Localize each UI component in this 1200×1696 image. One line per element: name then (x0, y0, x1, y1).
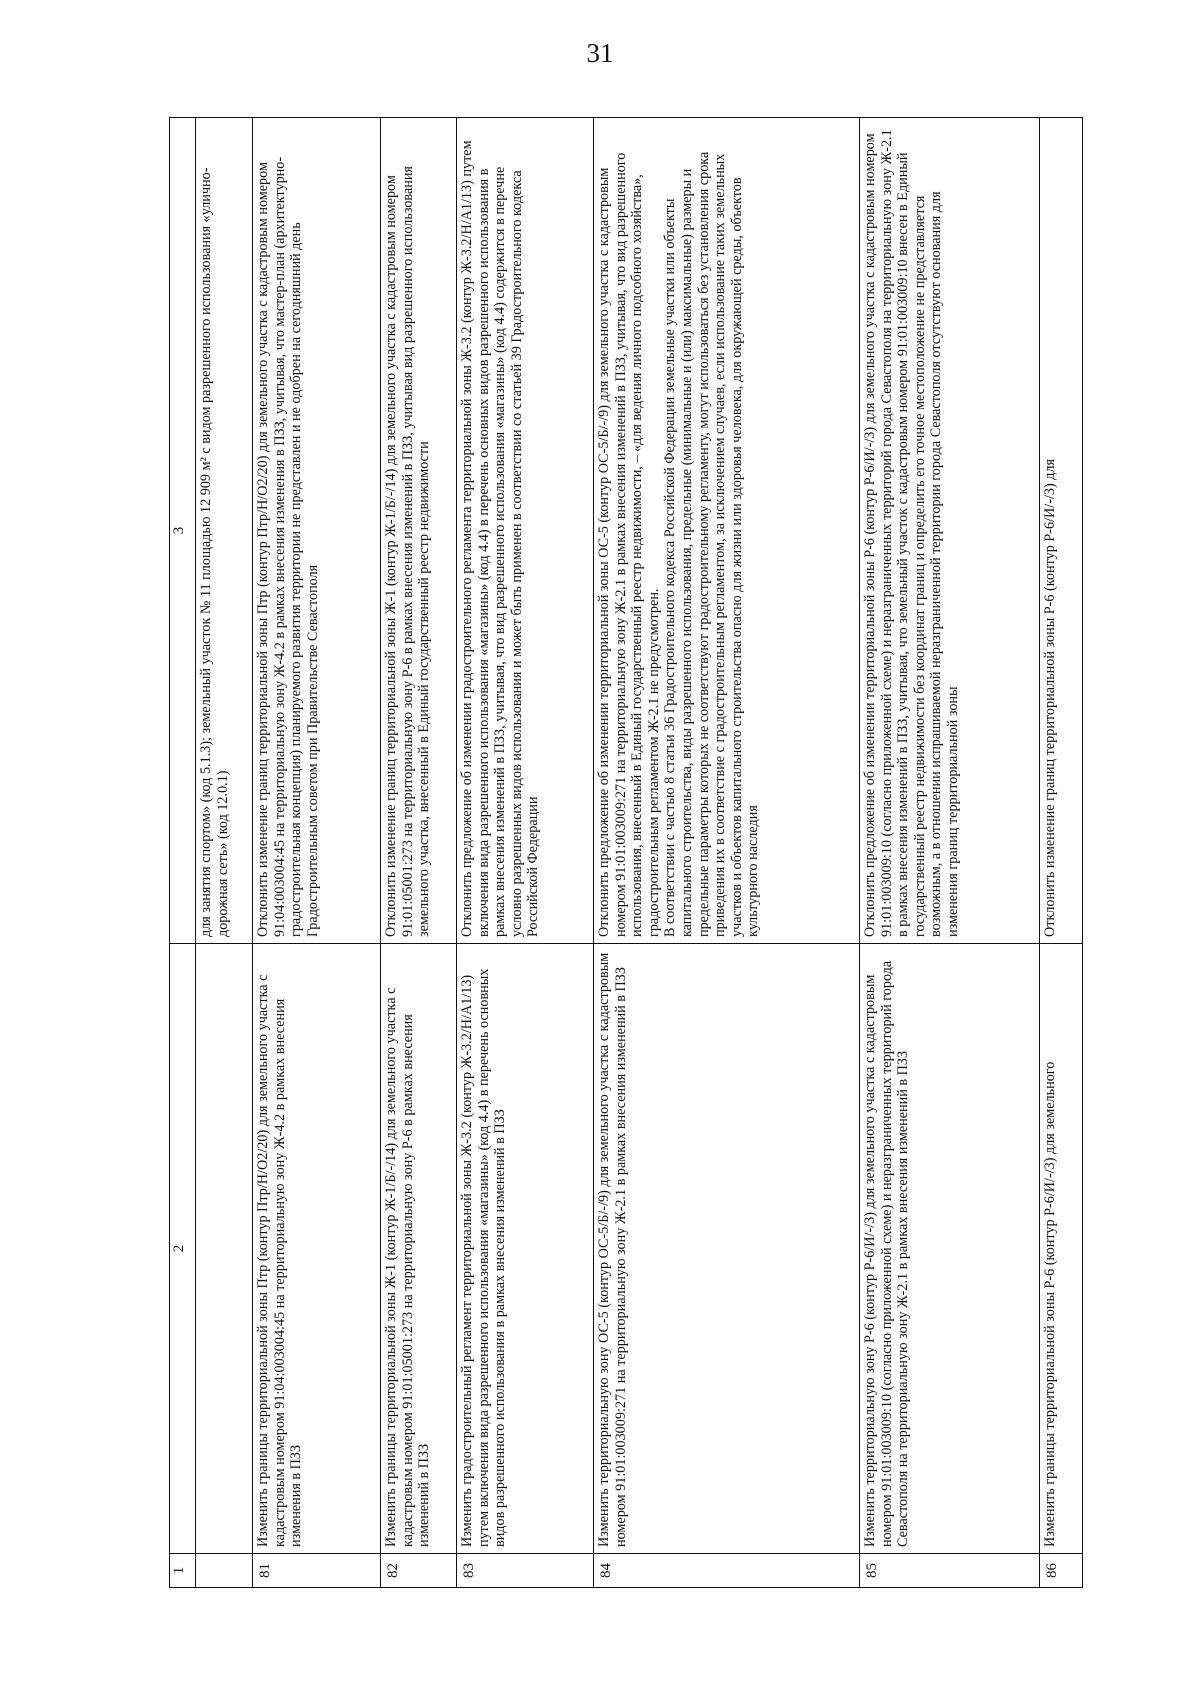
decision-cell: Отклонить изменение границ территориальной зоны Р-6 (контур Р-6/И/-/3) для (1040, 118, 1083, 944)
row-number: 85 (860, 1554, 1040, 1588)
row-number: 86 (1040, 1554, 1083, 1588)
row-number: 81 (253, 1554, 381, 1588)
header-row (170, 118, 196, 1588)
decision-cell: Отклонить предложение об изменении территориальной зоны Р-6 (контур Р-6/И/-/3) для земельного участка с кадастровым номером 91:01:003009:10 (согласно приложенной схеме) и неразграниченных территорий города Севастополя на территориальную зону Ж-2.1 в рамках внесения изменений в ПЗЗ, учитывая, что земельный участок с кадастровым номером 91:01:003009:10 внесен в Единый государственный реестр недвижимости без координат границ и определить его точное местоположение не представляется возможным, а в отношении испрашиваемой неразграниченной территории города Севастополя отсутствуют основания для изменения границ территориальной зоны (860, 118, 1040, 944)
row-number: 84 (594, 1554, 860, 1588)
table-row (594, 118, 860, 1588)
proposal-cell: Изменить границы территориальной зоны Р-6 (контур Р-6/И/-/3) для земельного (1040, 944, 1083, 1554)
column-header-1: 1 (170, 1554, 196, 1588)
decision-paragraph: В соответствии с частью 8 статьи 36 Градостроительного кодекса Российской Федерации земельные участки или объекты капитального строительства, виды разрешенного использования, предельные (минимальные и (или) максимальные) размеры и предельные параметры которых не соответствуют градостроительному регламенту, могут использоваться без установления срока приведения их в соответствие с градостроительным регламентом, за исключением случаев, если использование таких земельных участков и объектов капитального строительства опасно для жизни или здоровья человека, для окружающей среды, объектов культурного наследия (662, 151, 762, 937)
decision-cell: Отклонить изменение границ территориальной зоны Птр (контур Птр/Н/О2/20) для земельного участка с кадастровым номером 91:04:003004:45 на территориальную зону Ж-4.2 в рамках внесения изменения в ПЗЗ, учитывая, что мастер-план (архитектурно-градостроительная концепция) планируемого развития территории не представлен и не одобрен на сегодняшний день Градостроительным советом при Правительстве Севастополя (253, 118, 381, 944)
table-row (381, 118, 457, 1588)
decision-cell (594, 118, 860, 944)
column-header-3: 3 (170, 118, 196, 944)
page-number: 31 (586, 38, 614, 68)
continuation-proposal-cell (196, 944, 253, 1554)
rotated-table-container (169, 117, 1083, 1588)
row-number: 82 (381, 1554, 457, 1588)
row-number: 83 (457, 1554, 594, 1588)
table-row (457, 118, 594, 1588)
table-row (253, 118, 381, 1588)
decision-paragraph: Отклонить предложение об изменении территориальной зоны ОС-5 (контур ОС-5/Б/-/9) для земельного участка с кадастровым номером 91:01:003009:271 на территориальную зону Ж-2.1 в рамках внесения изменений в ПЗЗ, учитывая, что вид разрешенного использования, внесенный в Единый государственный реестр недвижимости, – «для ведения личного подсобного хозяйства», градостроительным регламентом Ж-2.1 не предусмотрен. (596, 152, 662, 937)
continuation-row (196, 118, 253, 1588)
column-header-2: 2 (170, 944, 196, 1554)
continuation-num-cell (196, 1554, 253, 1588)
proposal-cell: Изменить территориальную зону ОС-5 (контур ОС-5/Б/-/9) для земельного участка с кадастровым номером 91:01:003009:271 на территориальную зону Ж-2.1 в рамках внесения изменений в ПЗЗ (594, 944, 860, 1554)
proposal-cell: Изменить градостроительный регламент территориальной зоны Ж-3.2 (контур Ж-3.2/Н/А1/13) путем включения вида разрешенного использования «магазины» (код 4.4) в перечень основных видов разрешенного использования в рамках внесения изменений в ПЗЗ (457, 944, 594, 1554)
table-row (860, 118, 1040, 1588)
decision-cell: Отклонить предложение об изменении градостроительного регламента территориальной зоны Ж-3.2 (контур Ж-3.2/Н/А1/13) путем включения вида разрешенного использования «магазины» (код 4.4) в перечень основных видов разрешенного использования в рамках внесения изменений в ПЗЗ, учитывая, что вид разрешенного использования «магазины» (код 4.4) содержится в перечне условно разрешенных видов использования и может быть применен в соответствии со статьей 39 Градостроительного кодекса Российской Федерации (457, 118, 594, 944)
proposal-cell: Изменить границы территориальной зоны Птр (контур Птр/Н/О2/20) для земельного участка с кадастровым номером 91:04:003004:45 на территориальную зону Ж-4.2 в рамках внесения изменения в ПЗЗ (253, 944, 381, 1554)
continuation-decision-cell: для занятия спортом» (код 5.1.3); земельный участок № 11 площадью 12 909 м² с видом разрешенного использования «улично-дорожная сеть» (код 12.0.1) (196, 118, 253, 944)
decision-cell: Отклонить изменение границ территориальной зоны Ж-1 (контур Ж-1/Б/-/14) для земельного участка с кадастровым номером 91:01:05001:273 на территориальную зону Р-6 в рамках внесения изменений в ПЗЗ, учитывая вид разрешенного использования земельного участка, внесенный в Единый государственный реестр недвижимости (381, 118, 457, 944)
proposal-cell: Изменить границы территориальной зоны Ж-1 (контур Ж-1/Б/-/14) для земельного участка с кадастровым номером 91:01:05001:273 на территориальную зону Р-6 в рамках внесения изменений в ПЗЗ (381, 944, 457, 1554)
proposal-cell: Изменить территориальную зону Р-6 (контур Р-6/И/-/3) для земельного участка с кадастровым номером 91:01:003009:10 (согласно приложенной схеме) и неразграниченных территорий города Севастополя на территориальную зону Ж-2.1 в рамках внесения изменений в ПЗЗ (860, 944, 1040, 1554)
decisions-table (169, 117, 1083, 1588)
table-row (1040, 118, 1083, 1588)
